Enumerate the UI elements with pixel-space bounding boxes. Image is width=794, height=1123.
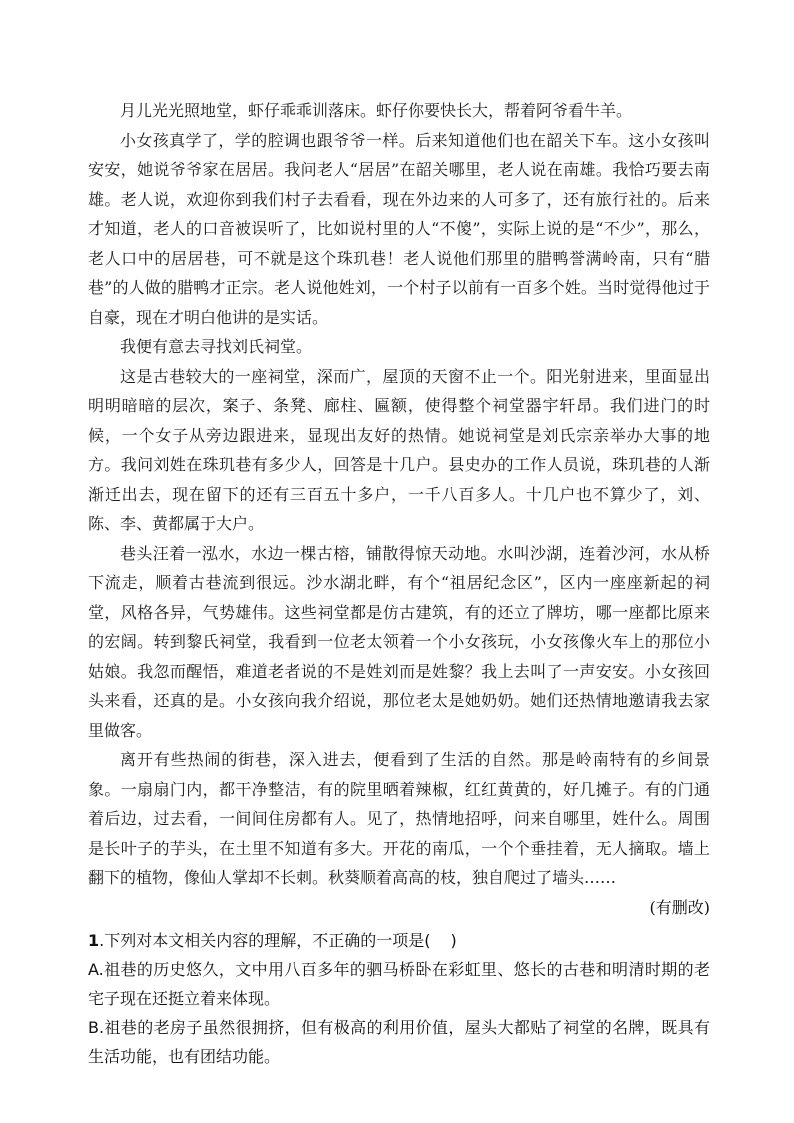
passage-paragraph-2: 小女孩真学了，学的腔调也跟爷爷一样。后来知道他们也在韶关下车。这小女孩叫安安，她说爷爷家在居居。我问老人“居居”在韶关哪里，老人说在南雄。我恰巧要去南雄。老人说，欢迎你到我们村子去看看，现在外边来的人可多了，还有旅行社的。后来才知道，老人的口音被误听了，比如说村里的人“不傻”，实际上说的是“不少”，那么，老人口中的居居巷，可不就是这个珠玑巷！老人说他们那里的腊鸭誉满岭南，只有“腊巷”的人做的腊鸭才正宗。老人说他姓刘，一个村子以前有一百多个姓。当时觉得他过于自豪，现在才明白他讲的是实话。	[88, 130, 710, 327]
question-stem	[88, 926, 710, 955]
question-stem-text: .下列对本文相关内容的理解，不正确的一项是(	[99, 930, 431, 950]
source-note: (有删改)	[649, 897, 710, 917]
question-1	[88, 926, 710, 1071]
document-page	[88, 96, 710, 1071]
question-number: 1	[88, 930, 100, 950]
passage-paragraph-1: 月儿光光照地堂，虾仔乖乖训落床。虾仔你要快长大，帮着阿爷看牛羊。	[120, 101, 633, 120]
option-a: A.祖巷的历史悠久，文中用八百多年的驷马桥卧在彩虹里、悠长的古巷和明清时期的老宅子现在还挺立着来体现。	[88, 959, 710, 1008]
passage-paragraph-4: 这是古巷较大的一座祠堂，深而广，屋顶的天窗不止一个。阳光射进来，里面显出明明暗暗的层次，案子、条凳、廊柱、匾额，使得整个祠堂器宇轩昂。我们进门的时候，一个女子从旁边跟进来，显现出友好的热情。她说祠堂是刘氏宗亲举办大事的地方。我问刘姓在珠玑巷有多少人，回答是十几户。县史办的工作人员说，珠玑巷的人渐渐迁出去，现在留下的还有三百五十多户，一千八百多人。十几户也不算少了，刘、陈、李、黄都属于大户。	[88, 366, 710, 533]
option-b: B.祖巷的老房子虽然很拥挤，但有极高的利用价值，屋头大都贴了祠堂的名牌，既具有生活功能，也有团结功能。	[88, 1017, 710, 1066]
passage-paragraph-6: 离开有些热闹的街巷，深入进去，便看到了生活的自然。那是岭南特有的乡间景象。一扇扇门内，都干净整洁，有的院里晒着辣椒，红红黄黄的，好几摊子。有的门通着后边，过去看，一间间住房都有人。见了，热情地招呼，问来自哪里，姓什么。周围是长叶子的芋头，在土里不知道有多大。开花的南瓜，一个个垂挂着，无人摘取。墙上翻下的植物，像仙人掌却不长刺。秋葵顺着高高的枝，独自爬过了墙头……	[88, 750, 710, 887]
question-stem-end: )	[450, 930, 457, 950]
passage-paragraph-3: 我便有意去寻找刘氏祠堂。	[120, 337, 313, 356]
passage-paragraph-5: 巷头汪着一泓水，水边一棵古榕，铺散得惊天动地。水叫沙湖，连着沙河，水从桥下流走，顺着古巷流到很远。沙水湖北畔，有个“祖居纪念区”，区内一座座新起的祠堂，风格各异，气势雄伟。这些祠堂都是仿古建筑，有的还立了牌坊，哪一座都比原来的宏阔。转到黎氏祠堂，我看到一位老太领着一个小女孩玩，小女孩像火车上的那位小姑娘。我忽而醒悟，难道老者说的不是姓刘而是姓黎？我上去叫了一声安安。小女孩回头来看，还真的是。小女孩向我介绍说，那位老太是她奶奶。她们还热情地邀请我去家里做客。	[88, 543, 710, 740]
passage	[88, 96, 710, 893]
